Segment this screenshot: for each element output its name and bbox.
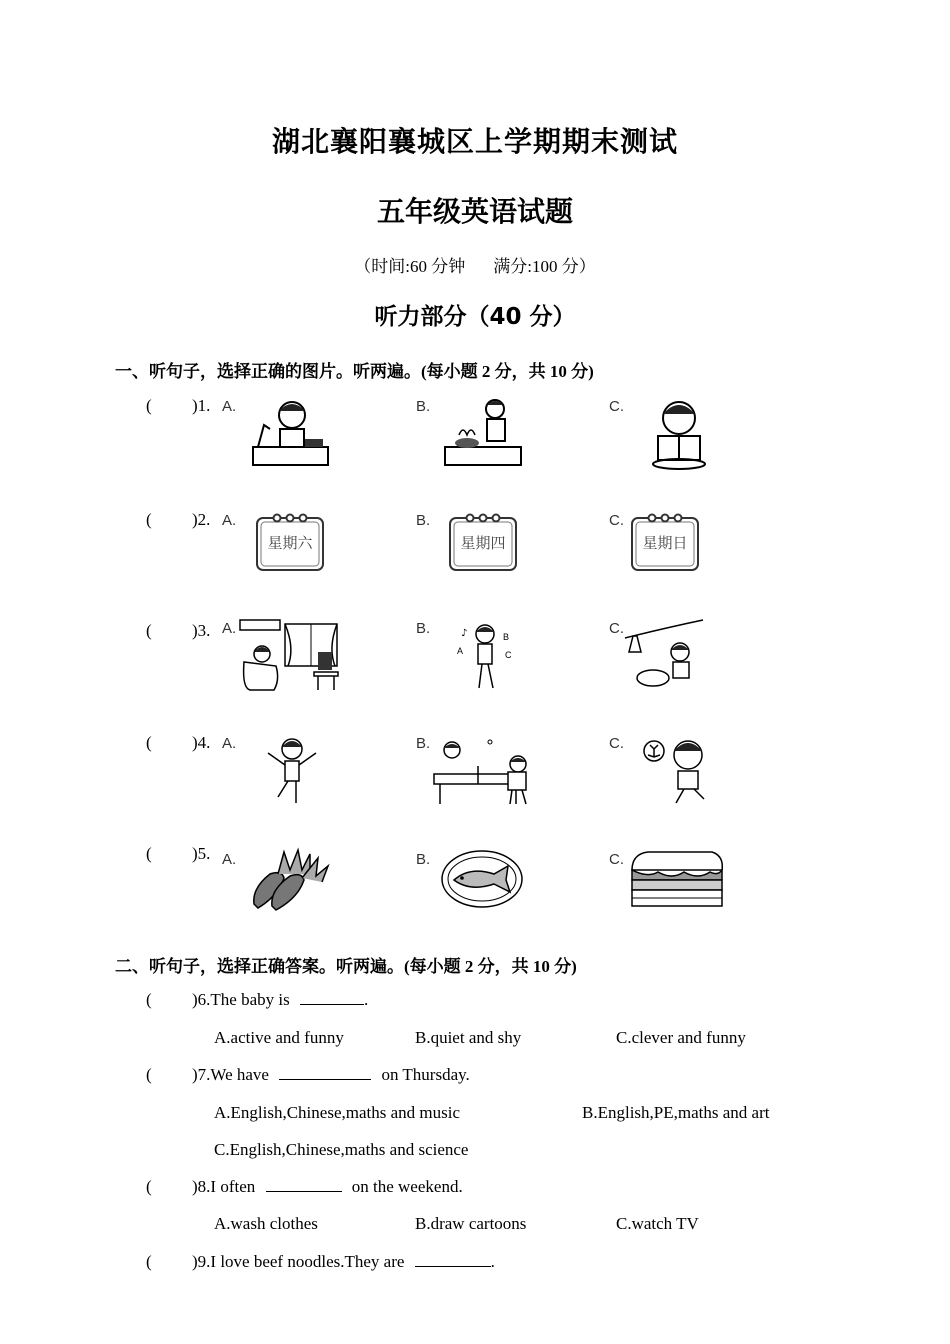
boy-football-picture[interactable] bbox=[642, 735, 714, 807]
option-b-label: B. bbox=[416, 398, 431, 415]
question-end: on Thursday. bbox=[381, 1065, 470, 1084]
ping-pong-picture[interactable] bbox=[430, 738, 535, 806]
fish-picture[interactable] bbox=[440, 848, 525, 910]
q6-option-c: C.clever and funny bbox=[616, 1028, 746, 1047]
question-end: . bbox=[490, 1252, 495, 1271]
time-limit: （时间:60 分钟 bbox=[354, 257, 466, 276]
calendar-saturday-picture[interactable] bbox=[255, 512, 325, 572]
calendar-label: 星期六 bbox=[267, 536, 313, 552]
listening-section-title: 听力部分（40 分） bbox=[374, 304, 576, 330]
answer-paren[interactable]: ( bbox=[146, 1177, 152, 1196]
answer-paren[interactable]: ( bbox=[146, 510, 152, 529]
boy-washing-clothes-picture[interactable] bbox=[625, 618, 705, 693]
svg-text:♪: ♪ bbox=[461, 628, 468, 639]
question-7-stem: )7.We have bbox=[192, 1065, 269, 1084]
part2-heading: 二、听句子，选择正确答案。听两遍。(每小题 2 分，共 10 分) bbox=[115, 957, 577, 976]
svg-text:B: B bbox=[503, 632, 510, 642]
boy-reading-picture[interactable] bbox=[652, 398, 707, 470]
boy-kungfu-picture[interactable] bbox=[262, 735, 322, 807]
question-7 bbox=[192, 1065, 470, 1085]
question-number: )1. bbox=[192, 396, 211, 415]
answer-paren[interactable]: ( bbox=[146, 396, 152, 415]
option-c-label: C. bbox=[609, 398, 624, 415]
q6-option-b: B.quiet and shy bbox=[415, 1028, 522, 1047]
answer-blank[interactable] bbox=[415, 1252, 491, 1267]
q6-option-a: A.active and funny bbox=[214, 1028, 344, 1047]
boy-singing-picture[interactable] bbox=[455, 620, 515, 692]
question-8 bbox=[192, 1177, 463, 1197]
exam-meta bbox=[0, 252, 950, 277]
option-b-label: B. bbox=[416, 512, 431, 529]
svg-text:C: C bbox=[505, 650, 512, 660]
option-c-label: C. bbox=[609, 512, 624, 529]
exam-subtitle: 五年级英语试题 bbox=[376, 197, 573, 228]
option-a-label: A. bbox=[222, 735, 237, 752]
boy-watching-tv-picture[interactable] bbox=[240, 618, 342, 693]
man-cooking-picture[interactable] bbox=[443, 395, 523, 470]
svg-text:A: A bbox=[457, 646, 464, 656]
full-score: 满分:100 分） bbox=[493, 257, 596, 276]
question-number: )2. bbox=[192, 510, 211, 529]
calendar-thursday-picture[interactable] bbox=[448, 512, 518, 572]
question-end: . bbox=[363, 990, 369, 1009]
option-b-label: B. bbox=[416, 735, 431, 752]
q8-option-c: C.watch TV bbox=[616, 1214, 699, 1233]
answer-blank[interactable] bbox=[266, 1177, 342, 1192]
part1-heading: 一、听句子，选择正确的图片。听两遍。(每小题 2 分，共 10 分) bbox=[115, 362, 594, 381]
question-9 bbox=[192, 1252, 495, 1272]
carrots-picture[interactable] bbox=[248, 848, 334, 910]
question-8-stem: )8.I often bbox=[192, 1177, 256, 1196]
answer-paren[interactable]: ( bbox=[146, 733, 152, 752]
option-c-label: C. bbox=[609, 620, 624, 637]
option-a-label: A. bbox=[222, 398, 237, 415]
calendar-label: 星期四 bbox=[460, 536, 506, 552]
answer-blank[interactable] bbox=[300, 990, 364, 1005]
option-a-label: A. bbox=[222, 512, 237, 529]
question-number: )3. bbox=[192, 621, 211, 640]
calendar-label: 星期日 bbox=[642, 536, 688, 552]
question-6 bbox=[192, 990, 368, 1010]
sandwich-picture[interactable] bbox=[628, 848, 726, 910]
question-number: )5. bbox=[192, 844, 211, 863]
answer-paren[interactable]: ( bbox=[146, 844, 152, 863]
option-b-label: B. bbox=[416, 620, 431, 637]
question-6-stem: )6.The baby is bbox=[192, 990, 290, 1009]
question-number: )4. bbox=[192, 733, 211, 752]
option-c-label: C. bbox=[609, 851, 624, 868]
calendar-sunday-picture[interactable] bbox=[630, 512, 700, 572]
answer-paren[interactable]: ( bbox=[146, 621, 152, 640]
answer-blank[interactable] bbox=[279, 1065, 371, 1080]
q7-option-c: C.English,Chinese,maths and science bbox=[214, 1140, 469, 1159]
option-c-label: C. bbox=[609, 735, 624, 752]
question-9-stem: )9.I love beef noodles.They are bbox=[192, 1252, 405, 1271]
q8-option-b: B.draw cartoons bbox=[415, 1214, 527, 1233]
answer-paren[interactable]: ( bbox=[146, 1065, 152, 1084]
option-a-label: A. bbox=[222, 851, 237, 868]
q7-option-a: A.English,Chinese,maths and music bbox=[214, 1103, 461, 1122]
answer-paren[interactable]: ( bbox=[146, 1252, 152, 1271]
boy-studying-picture[interactable] bbox=[250, 395, 335, 470]
q8-option-a: A.wash clothes bbox=[214, 1214, 318, 1233]
answer-paren[interactable]: ( bbox=[146, 990, 152, 1009]
exam-title: 湖北襄阳襄城区上学期期末测试 bbox=[271, 127, 678, 158]
option-b-label: B. bbox=[416, 851, 431, 868]
question-end: on the weekend. bbox=[351, 1177, 463, 1196]
q7-option-b: B.English,PE,maths and art bbox=[582, 1103, 770, 1122]
option-a-label: A. bbox=[222, 620, 237, 637]
